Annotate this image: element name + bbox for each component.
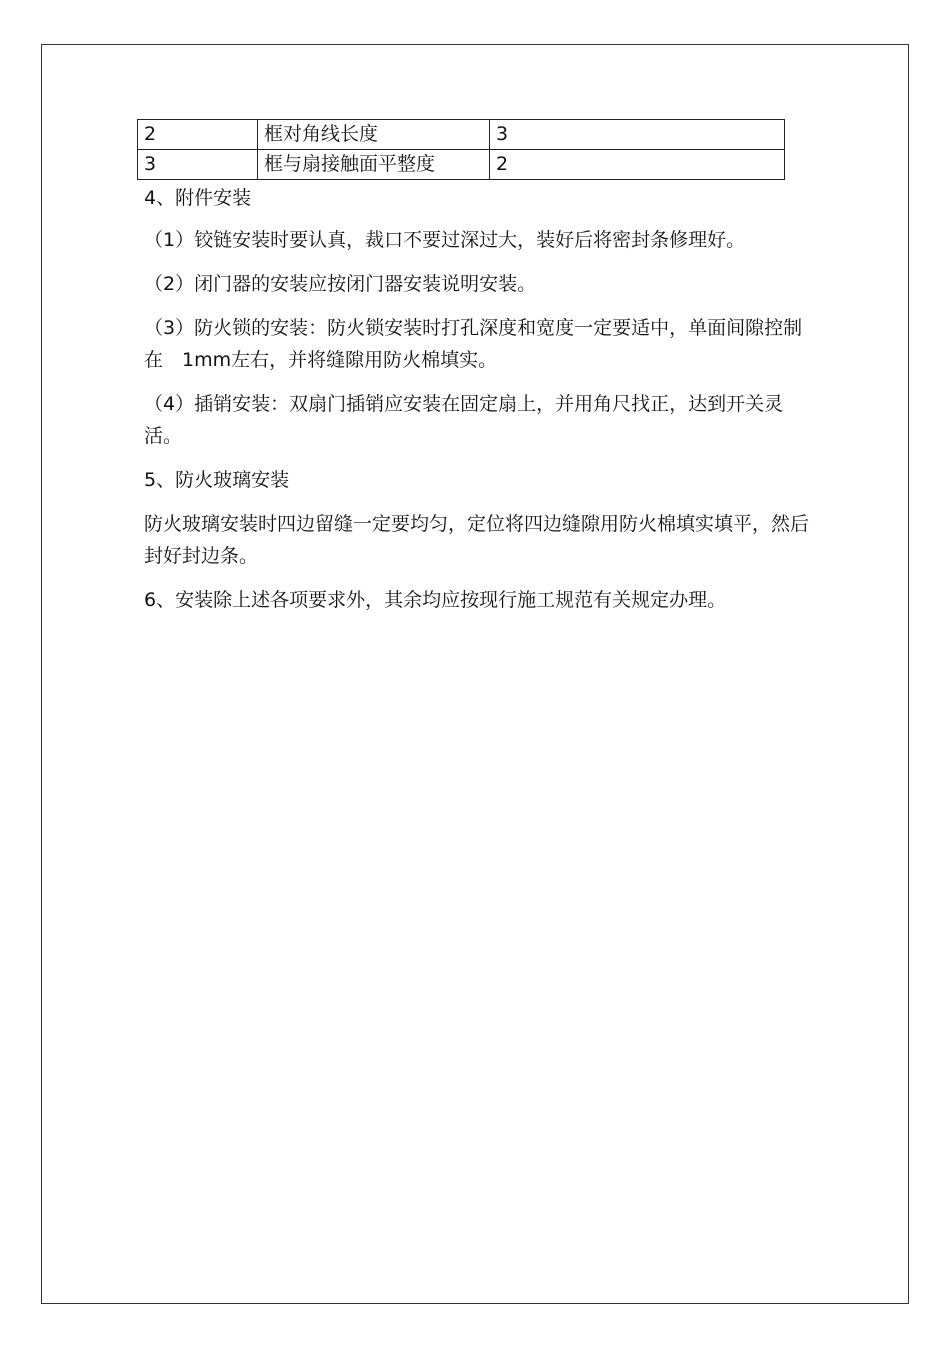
table-row: [138, 120, 785, 150]
table-cell-value: 2: [490, 150, 785, 180]
table-cell-item: 框对角线长度: [258, 120, 490, 150]
document-body: [144, 182, 816, 628]
inspection-table: [137, 119, 785, 180]
table-cell-item: 框与扇接触面平整度: [258, 150, 490, 180]
table-cell-value: 3: [490, 120, 785, 150]
paragraph-hinge: （1）铰链安装时要认真，裁口不要过深过大，装好后将密封条修理好。: [144, 229, 746, 251]
table-row: [138, 150, 785, 180]
paragraph-glass: 防火玻璃安装时四边留缝一定要均匀，定位将四边缝隙用防火棉填实填平，然后封好封边条。: [144, 513, 810, 567]
paragraph-lock: （3）防火锁的安装：防火锁安装时打孔深度和宽度一定要适中，单面间隙控制在 1mm左右，并将缝隙用防火棉填实。: [144, 317, 803, 371]
table-cell-index: 3: [138, 150, 258, 180]
section-heading-glass: 5、防火玻璃安装: [144, 469, 290, 491]
section-heading-fittings: 4、附件安装: [144, 187, 252, 209]
paragraph-other: 6、安装除上述各项要求外，其余均应按现行施工规范有关规定办理。: [144, 589, 727, 611]
paragraph-closer: （2）闭门器的安装应按闭门器安装说明安装。: [144, 273, 537, 295]
table-cell-index: 2: [138, 120, 258, 150]
paragraph-bolt: （4）插销安装：双扇门插销应安装在固定扇上，并用角尺找正，达到开关灵活。: [144, 393, 784, 447]
